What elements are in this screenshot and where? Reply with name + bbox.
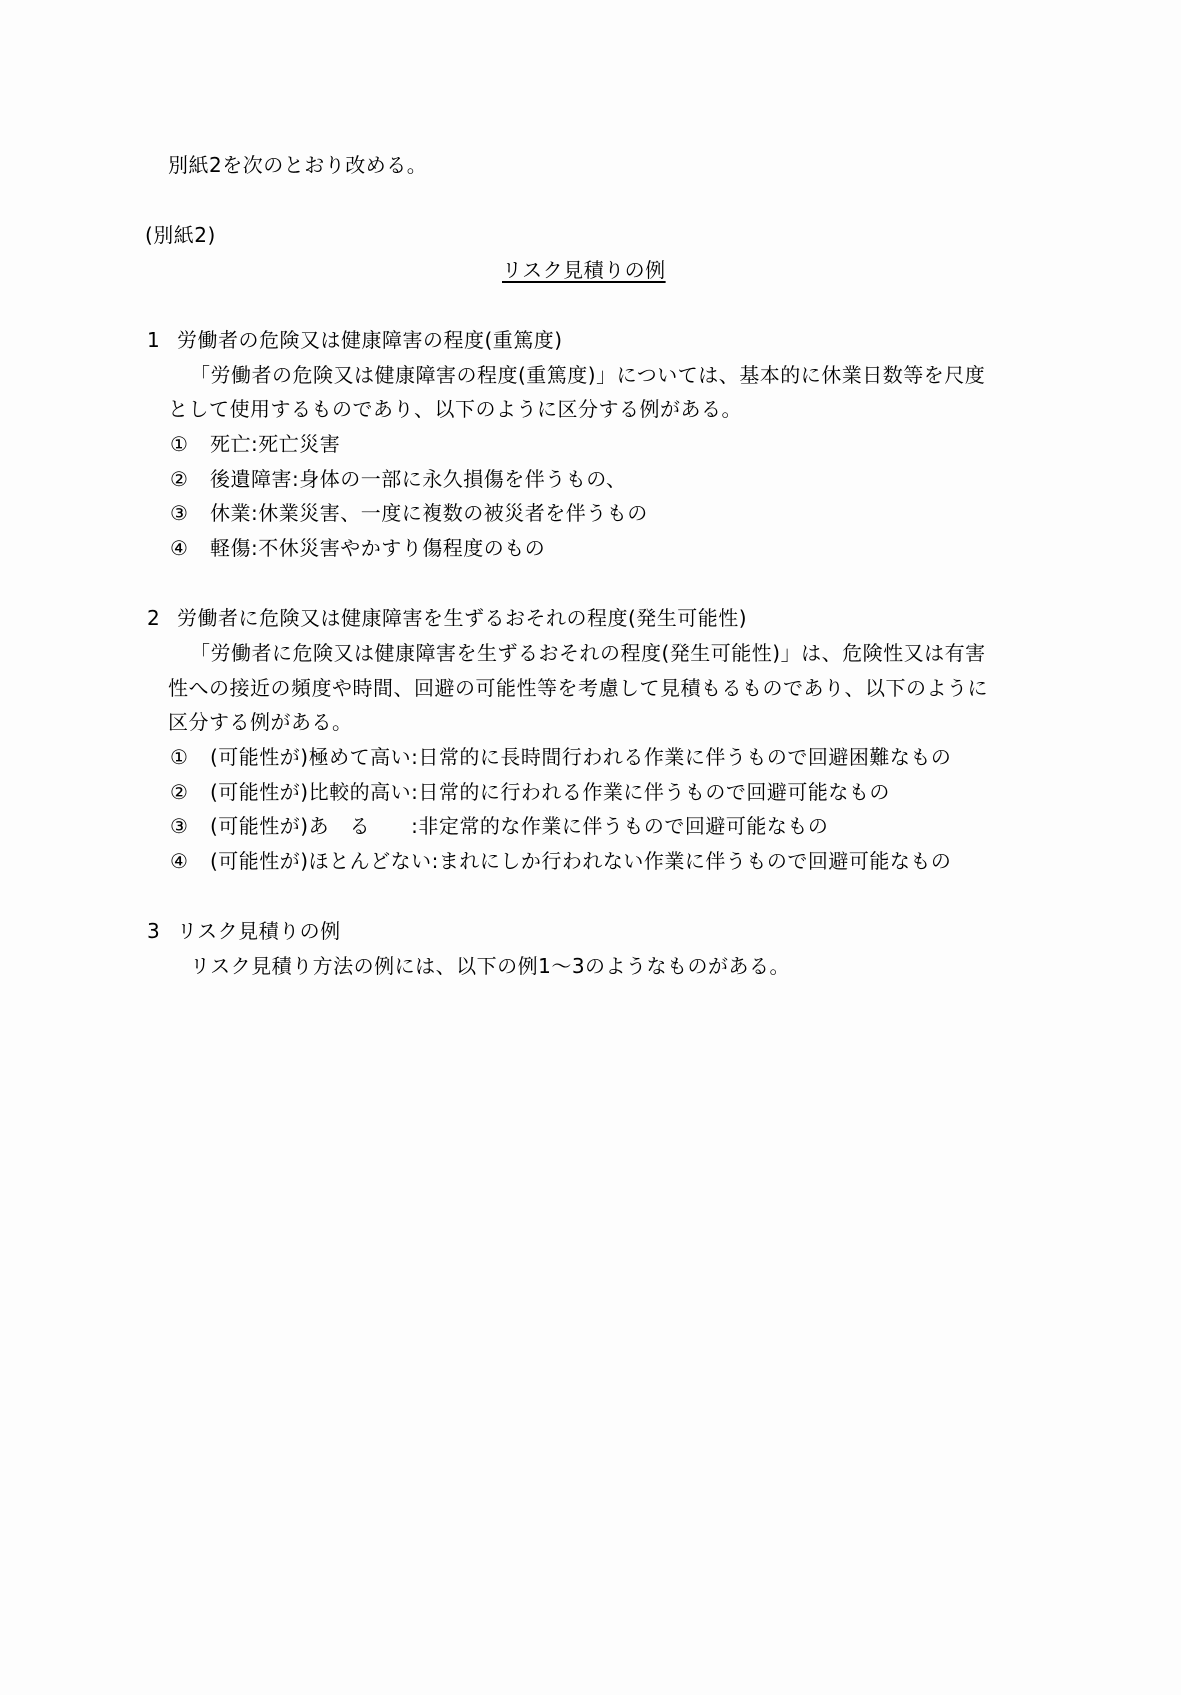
section-2-paragraph-line: 区分する例がある。 <box>168 710 353 734</box>
list-item <box>170 744 951 770</box>
section-3-heading <box>147 918 341 944</box>
list-item <box>170 535 545 561</box>
section-2-paragraph-line: 「労働者に危険又は健康障害を生ずるおそれの程度(発生可能性)」は、危険性又は有害 <box>190 641 986 665</box>
item-text: (可能性が)あ る :非定常的な作業に伴うもので回避可能なもの <box>210 814 829 838</box>
item-text: 後遺障害:身体の一部に永久損傷を伴うもの、 <box>210 467 627 491</box>
item-text: (可能性が)極めて高い:日常的に長時間行われる作業に伴うもので回避困難なもの <box>210 745 952 769</box>
item-text: 軽傷:不休災害やかすり傷程度のもの <box>210 536 546 560</box>
section-1-paragraph-line: 「労働者の危険又は健康障害の程度(重篤度)」については、基本的に休業日数等を尺度 <box>190 363 986 387</box>
section-3-paragraph-line: リスク見積り方法の例には、以下の例1～3のようなものがある。 <box>190 954 791 978</box>
item-text: 死亡:死亡災害 <box>210 432 341 456</box>
page-title: リスク見積りの例 <box>502 258 666 282</box>
item-marker: ② <box>170 780 189 804</box>
item-marker: ③ <box>170 501 189 525</box>
item-text: (可能性が)ほとんどない:まれにしか行われない作業に伴うもので回避可能なもの <box>210 849 952 873</box>
item-marker: ① <box>170 745 189 769</box>
item-text: (可能性が)比較的高い:日常的に行われる作業に伴うもので回避可能なもの <box>210 780 890 804</box>
item-marker: ② <box>170 467 189 491</box>
item-marker: ④ <box>170 536 189 560</box>
list-item <box>170 431 340 457</box>
list-item <box>170 500 648 526</box>
list-item <box>170 466 626 492</box>
section-title: リスク見積りの例 <box>177 919 341 943</box>
section-1-paragraph-line: として使用するものであり、以下のように区分する例がある。 <box>168 397 742 421</box>
section-title: 労働者の危険又は健康障害の程度(重篤度) <box>177 328 563 352</box>
section-number: 3 <box>147 919 161 943</box>
section-2-heading <box>147 605 747 631</box>
item-marker: ① <box>170 432 189 456</box>
list-item <box>170 848 951 874</box>
item-marker: ④ <box>170 849 189 873</box>
attachment-label: (別紙2) <box>145 223 216 247</box>
section-1-heading <box>147 327 563 353</box>
list-item <box>170 779 890 805</box>
section-title: 労働者に危険又は健康障害を生ずるおそれの程度(発生可能性) <box>177 606 748 630</box>
list-item <box>170 813 828 839</box>
item-marker: ③ <box>170 814 189 838</box>
section-2-paragraph-line: 性への接近の頻度や時間、回避の可能性等を考慮して見積もるものであり、以下のように <box>168 676 988 700</box>
section-number: 1 <box>147 328 161 352</box>
intro-text: 別紙2を次のとおり改める。 <box>168 153 428 177</box>
item-text: 休業:休業災害、一度に複数の被災者を伴うもの <box>210 501 648 525</box>
section-number: 2 <box>147 606 161 630</box>
